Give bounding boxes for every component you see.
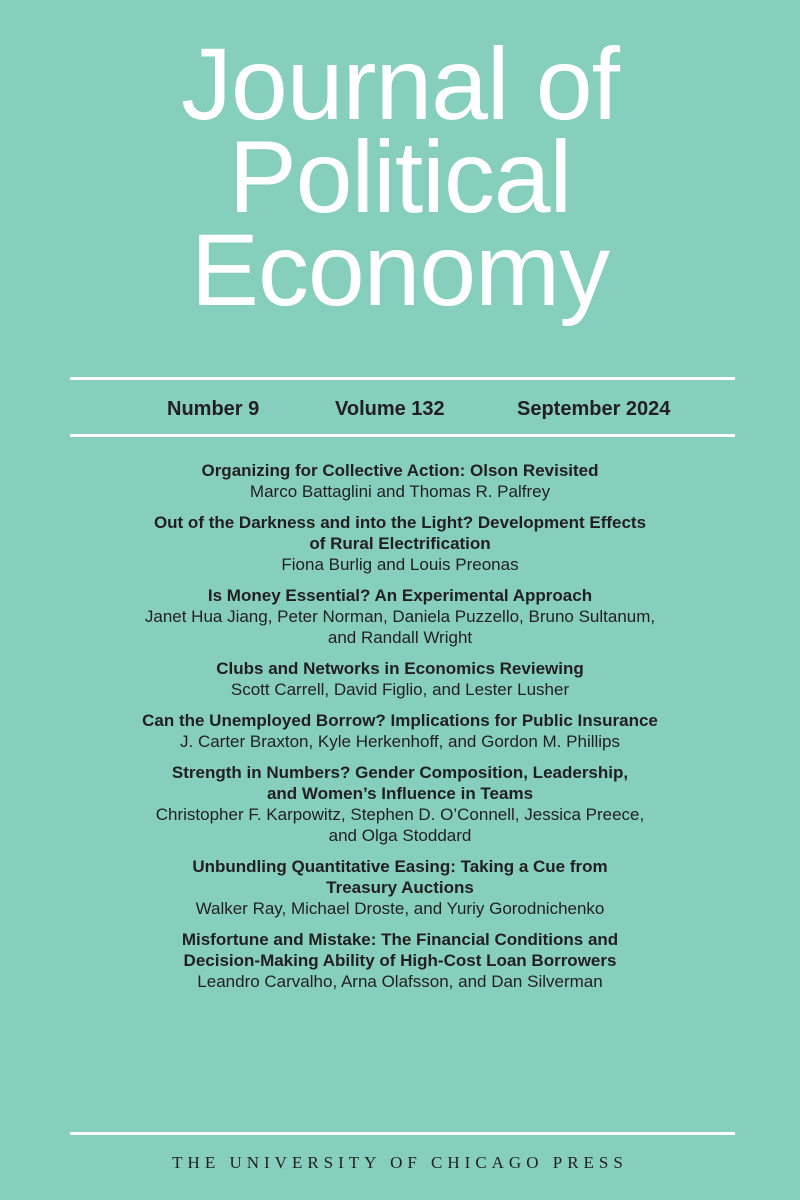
- article-authors: Marco Battaglini and Thomas R. Palfrey: [249, 482, 551, 501]
- article-entry: [60, 856, 740, 919]
- article-authors: Janet Hua Jiang, Peter Norman, Daniela Puzzello, Bruno Sultanum,: [144, 607, 656, 626]
- article-entry: [60, 929, 740, 992]
- article-authors: Scott Carrell, David Figlio, and Lester Lusher: [230, 680, 570, 699]
- article-entry: [60, 512, 740, 575]
- article-title: of Rural Electrification: [309, 534, 491, 553]
- article-title: Out of the Darkness and into the Light? Development Effects: [153, 513, 647, 532]
- middle-divider: [70, 434, 735, 437]
- bottom-divider: [70, 1132, 735, 1135]
- article-entry: [60, 710, 740, 752]
- article-entry: [60, 585, 740, 648]
- journal-title: [0, 27, 800, 327]
- article-authors: Leandro Carvalho, Arna Olafsson, and Dan Silverman: [197, 972, 603, 991]
- article-authors: and Olga Stoddard: [328, 826, 472, 845]
- top-divider: [70, 377, 735, 380]
- journal-title-line-3: Economy: [190, 213, 610, 327]
- article-title: Misfortune and Mistake: The Financial Conditions and: [181, 930, 619, 949]
- article-authors: Christopher F. Karpowitz, Stephen D. O’Connell, Jessica Preece,: [155, 805, 645, 824]
- article-title: Strength in Numbers? Gender Composition, Leadership,: [171, 763, 629, 782]
- journal-title-line-2: Political: [228, 120, 572, 234]
- article-authors: Walker Ray, Michael Droste, and Yuriy Gorodnichenko: [195, 899, 605, 918]
- article-authors: J. Carter Braxton, Kyle Herkenhoff, and Gordon M. Phillips: [180, 732, 620, 751]
- article-authors: and Randall Wright: [327, 628, 473, 647]
- article-title: Can the Unemployed Borrow? Implications for Public Insurance: [142, 711, 658, 730]
- article-title: Decision-Making Ability of High-Cost Loan Borrowers: [183, 951, 617, 970]
- publisher-name: THE UNIVERSITY OF CHICAGO PRESS: [172, 1153, 628, 1172]
- issue-info: [0, 396, 800, 422]
- article-entry: [60, 658, 740, 700]
- table-of-contents: [60, 460, 740, 1002]
- journal-title-line-1: Journal of: [181, 27, 619, 141]
- article-title: and Women’s Influence in Teams: [266, 784, 534, 803]
- article-authors: Fiona Burlig and Louis Preonas: [281, 555, 519, 574]
- article-entry: [60, 460, 740, 502]
- issue-date: September 2024: [517, 398, 671, 420]
- article-title: Organizing for Collective Action: Olson Revisited: [201, 461, 599, 480]
- article-title: Unbundling Quantitative Easing: Taking a Cue from: [192, 857, 608, 876]
- issue-number: Number 9: [167, 398, 260, 420]
- article-title: Clubs and Networks in Economics Reviewing: [216, 659, 584, 678]
- article-title: Treasury Auctions: [326, 878, 474, 897]
- issue-volume: Volume 132: [335, 398, 445, 420]
- article-title: Is Money Essential? An Experimental Approach: [207, 586, 593, 605]
- article-entry: [60, 762, 740, 846]
